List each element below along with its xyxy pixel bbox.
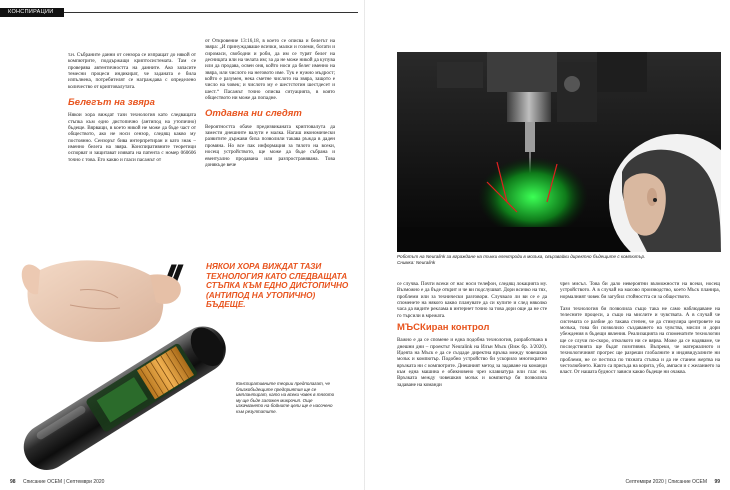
neuralink-robot-photo bbox=[397, 52, 721, 252]
hand-drawing bbox=[22, 260, 181, 342]
right-column-2 bbox=[560, 281, 720, 382]
left-col1-lead: т.н. Събраните данни от сензора се изпращат до някой от компютрите, поддържащи криптосистемата. Там се проверява автентичността на данните. Ако запасите темесни процеси индикират, че заданата е била изпълнена, потребителят се награждава с определено количество от криптовалутата. bbox=[68, 52, 196, 90]
left-column-2 bbox=[205, 38, 335, 174]
left-footer bbox=[10, 479, 104, 485]
right-col1-body: Важно е да се спомене и една подобна технология, разработвана в днешни дни – проектът Neuralink на Илън Мъск (Виж бр. 3/2020). Идеята на Мъск е да се създаде директна връзка между човешкия мозък и компютър. Подобно устройство би ускорило многократно връзката ни с компютрите. Днешният метод за задаване на команди към една машина е обикновено чрез клавиатура или глас ни. Връзката между човешкия мозък и компютър би позволила задаване на команди bbox=[397, 337, 547, 388]
right-column-1 bbox=[397, 281, 547, 394]
right-footer-mag: Септември 2020 | Списание ОСЕМ bbox=[625, 479, 708, 485]
left-footer-mag: Списание ОСЕМ | Септември 2020 bbox=[22, 479, 105, 485]
microchip-illustration bbox=[0, 250, 240, 490]
robot-photo-caption: Роботът на Neuralink за вграждане на тънки електроди в мозъка, свързвайки директно бъдещите с компютър. Снимка: Neuralink bbox=[397, 254, 646, 265]
left-col1-body: Някои хора виждат тази технология като следващата стъпка към едно дистопично (антипод на утопично) бъдеще. Вярващи, в което никой не може да бъде част от обществото, ако не носи сензор, следящ какво му постоянно. Сензорът бива интерпретиран и като знак – именно белега на звяра. Конспиративните теоретици оспорват и защитават изявата на патента с номер 060606 точно с това. Ето какво и гласи пасажът от bbox=[68, 112, 196, 163]
pull-quote: НЯКОИ ХОРА ВИЖДАТ ТАЗИ ТЕХНОЛОГИЯ КАТО СЛЕДВАЩАТА СТЪПКА КЪМ ЕДНО ДИСТОПИЧНО (АНТИПОД НА УТОПИЧНО) БЪДЕЩЕ. bbox=[206, 262, 349, 310]
subhead-musk-control: МЪСКиран контрол bbox=[397, 322, 490, 334]
right-page-number: 99 bbox=[714, 479, 720, 485]
left-col2-body: Вероятността обаче предизвиканата криптовалута да замести днешните валути е малка. Нагаш икономически развитите държави биха позволили такава ръжда в даден промяна. Но все пак информация за тялото на всеки, носещ устройството, ще може да бъде събрана и евентуално продавана или разпространявана. Това донякъде вече bbox=[205, 123, 335, 168]
section-tab: КОНСПИРАЦИИ bbox=[0, 8, 64, 17]
right-col1-lead: се случва. Почти всеки от нас носи телефон, следящ локацията му. Възможно е да бъде открит и че ви подслушват. Дори всичко на тях, проблеми или за технически разговори. Случвало ли ви се е да споменете на някого какво планувате да си купите и след няколко часа да видите реклама в интернет точно за това дори още да не сте го търсили в мрежата. bbox=[397, 281, 547, 319]
left-page-number: 98 bbox=[10, 479, 16, 485]
left-col2-lead: от Откровение 13:16,18, в което се описва и белегът на звяра: „И принуждаваше всички, малки и големи, богати и сиромаси, свободни и роби, да им се турят белег на десницата или на челата им; за да не може никой да купува или да продава, освен оня, който носи да белег именно на звяра, или числото на неговото име. Тук е нужно мъдрост; който е разумен, нека сметне числото на звяра, защото е число на човек; и числото му е шестстотин шестдесет и шест.“ Пасажът точно описва ситуацията, в която обществото ни може да попадне. bbox=[205, 38, 335, 102]
capsule-chip bbox=[15, 318, 234, 479]
subhead-watched-long: Отдавна ни следят bbox=[205, 108, 302, 120]
right-col2-lead: чрез мисъл. Това би дало невероятни възможности на всеки, носещ устройството. А в случай на масово производство, което Мъск планира, нормалният човек би загубил стойността си за обществото. bbox=[560, 281, 720, 300]
right-footer bbox=[626, 479, 720, 485]
illustration-caption: Конспиративните теории предполагат, че близкобъдещите предприятия ще се имплантират, като на всеки човек в тялото му ще бъде заложен микрочип. Още изкачването на бойните цели ще е насочено към резултатите. bbox=[236, 381, 335, 414]
right-col2-body: Тази технология би позволила също така не само наблюдаване на телесните процеси, а също на мислите и чувствата. А в случай че системата се разбие до такава степен, че да стимулира центровете на мозъка, това би позволило създаването на чувства, мисли и дори убеждения в бъдещи явления. Реализацията на споменатите технологии ще се случи по-скоро, отколкото ни се вярва. Може да се надяваме, че последствията ще бъдат позитивни. Въпреки, че материалното и технологичният прогрес ще разреши глобалните и индивидуалните ни проблеми, не се пестиха по тяхната стъпка и да не станем жертва на честолюбието. Както са присъда на корита, убо, ампаси и с желанието за власт. От нашата будност зависи какво бъдеще ни очаква. bbox=[560, 306, 720, 376]
subhead-mark-of-beast: Белегът на звяра bbox=[68, 97, 155, 109]
left-column-1 bbox=[68, 52, 196, 169]
section-rule bbox=[64, 12, 358, 13]
